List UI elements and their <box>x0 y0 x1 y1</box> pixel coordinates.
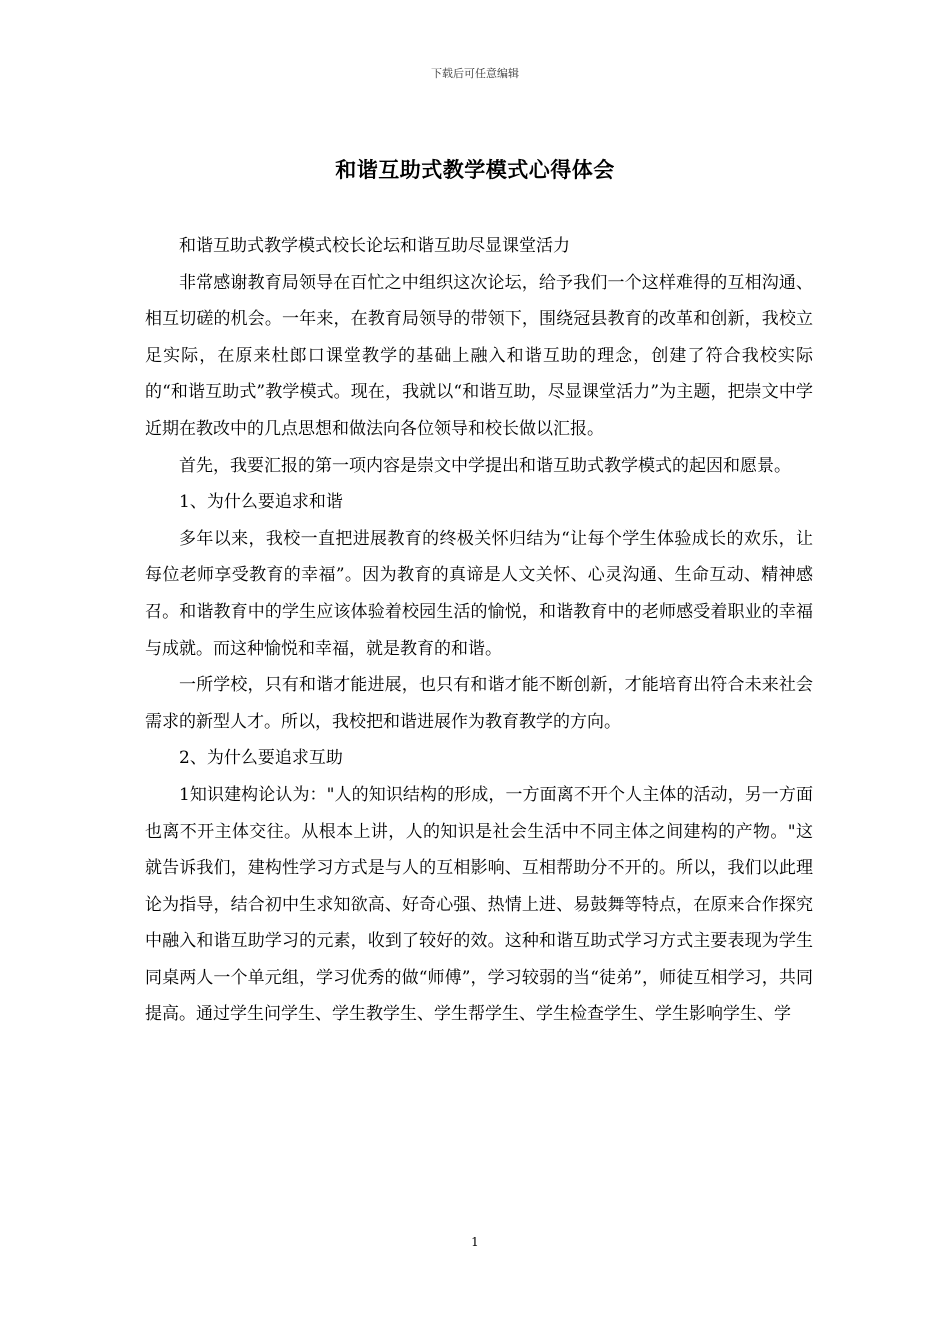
paragraph-first-item: 首先，我要汇报的第一项内容是崇文中学提出和谐互助式教学模式的起因和愿景。 <box>179 455 791 476</box>
document-body <box>145 228 813 1033</box>
paragraph-harmony-development: 一所学校，只有和谐才能进展，也只有和谐才能不断创新，才能培育出符合未来社会需求的新型人才。所以，我校把和谐进展作为教育教学的方向。 <box>145 675 813 732</box>
paragraph-knowledge-construction: 1知识建构论认为："人的知识结构的形成，一方面离不开个人主体的活动，另一方面也离不开主体交往。从根本上讲，人的知识是社会生活中不同主体之间建构的产物。"这就告诉我们，建构性学习方式是与人的互相影响、互相帮助分不开的。所以，我们以此理论为指导，结合初中生求知欲高、好奇心强、热情上进、易鼓舞等特点，在原来合作探究中融入和谐互助学习的元素，收到了较好的效。这种和谐互助式学习方式主要表现为学生同桌两人一个单元组，学习优秀的做“师傅”，学习较弱的当“徒弟”，师徒互相学习，共同提高。通过学生问学生、学生教学生、学生帮学生、学生检查学生、学生影响学生、学 <box>145 784 813 1025</box>
paragraph-harmony-reason: 多年以来，我校一直把进展教育的终极关怀归结为“让每个学生体验成长的欢乐，让每位老师享受教育的幸福”。因为教育的真谛是人文关怀、心灵沟通、生命互动、精神感召。和谐教育中的学生应该体验着校园生活的愉悦，和谐教育中的老师感受着职业的幸福与成就。而这种愉悦和幸福，就是教育的和谐。 <box>145 528 813 659</box>
section-heading-mutual-aid: 2、为什么要追求互助 <box>179 748 343 769</box>
paragraph-subtitle: 和谐互助式教学模式校长论坛和谐互助尽显课堂活力 <box>179 236 570 256</box>
document-title: 和谐互助式教学模式心得体会 <box>335 157 615 182</box>
page-header-note: 下载后可任意编辑 <box>431 67 519 80</box>
paragraph-intro: 非常感谢教育局领导在百忙之中组织这次论坛，给予我们一个这样难得的互相沟通、相互切磋的机会。一年来，在教育局领导的带领下，围绕冠县教育的改革和创新，我校立足实际，在原来杜郎口课堂教学的基础上融入和谐互助的理念，创建了符合我校实际的“和谐互助式”教学模式。现在，我就以“和谐互助，尽显课堂活力”为主题，把崇文中学近期在教改中的几点思想和做法向各位领导和校长做以汇报。 <box>145 272 813 439</box>
page-number: 1 <box>471 1235 479 1249</box>
section-heading-harmony: 1、为什么要追求和谐 <box>179 492 343 513</box>
